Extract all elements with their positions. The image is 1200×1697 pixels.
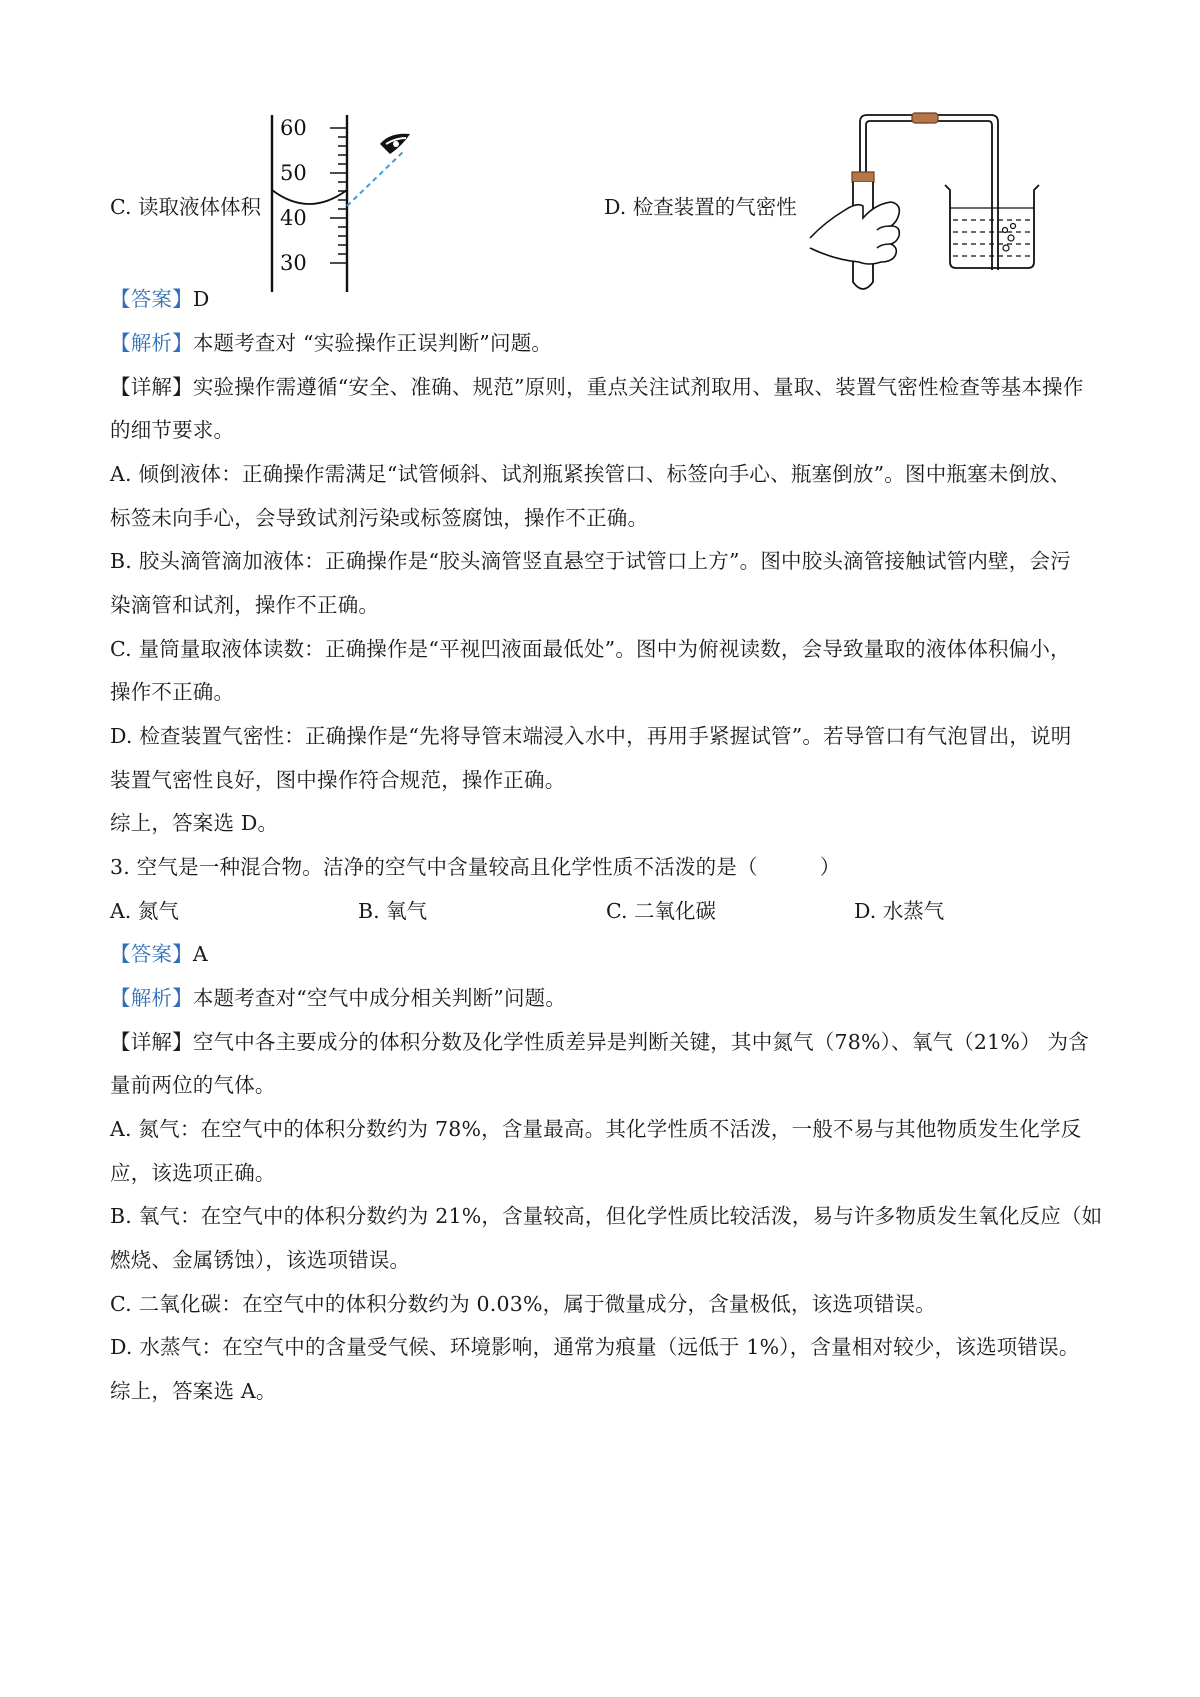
bubbles (1003, 224, 1016, 252)
q2-detail-line: 的细节要求。 (110, 418, 235, 442)
answer-tag: 【答案】 (110, 287, 193, 311)
answer-value: A (192, 942, 208, 966)
q3-detail-line: D. 水蒸气：在空气中的含量受气候、环境影响，通常为痕量（远低于 1%），含量相对较少，该选项错误。 (110, 1335, 1080, 1359)
analysis-tag: 【解析】 (110, 331, 193, 355)
rubber-stopper (852, 172, 874, 182)
q2-detail-line: D. 检查装置气密性：正确操作是“先将导管末端浸入水中，再用手紧握试管”。若导管口有气泡冒出，说明 (110, 724, 1072, 748)
q3-detail-line: C. 二氧化碳：在空气中的体积分数约为 0.03%，属于微量成分，含量极低，该选项错误。 (110, 1292, 936, 1316)
answer-tag: 【答案】 (110, 942, 193, 966)
q2-detail-line: 染滴管和试剂，操作不正确。 (110, 593, 380, 617)
q2-detail-line: 【详解】实验操作需遵循“安全、准确、规范”原则，重点关注试剂取用、量取、装置气密性检查等基本操作 (110, 375, 1084, 399)
q3-option-b: B. 氧气 (358, 899, 428, 923)
q3-conclusion: 综上，答案选 A。 (110, 1379, 277, 1403)
analysis-text: 本题考查对 “实验操作正误判断”问题。 (192, 331, 553, 355)
q3-option-d: D. 水蒸气 (854, 899, 945, 923)
q2-detail-line: C. 量筒量取液体读数：正确操作是“平视凹液面最低处”。图中为俯视读数，会导致量取的液体体积偏小， (110, 637, 1071, 661)
figure-d-label: D. 检查装置的气密性 (604, 195, 797, 219)
tick-label-30: 30 (280, 251, 307, 275)
q3-option-c: C. 二氧化碳 (606, 899, 716, 923)
q3-detail-line: 【详解】空气中各主要成分的体积分数及化学性质差异是判断关键，其中氮气（78%）、氧气（21%） 为含 (110, 1030, 1089, 1054)
q3-analysis (110, 984, 1100, 1012)
airtightness-apparatus-figure (805, 110, 1050, 295)
q3-option-a: A. 氮气 (110, 899, 179, 923)
q2-detail-line: 装置气密性良好，图中操作符合规范，操作正确。 (110, 768, 566, 792)
figure-c-label: C. 读取液体体积 (110, 195, 261, 219)
analysis-tag: 【解析】 (110, 986, 193, 1010)
eye-icon (380, 134, 410, 154)
tick-label-40: 40 (280, 206, 307, 230)
q3-detail-line: 应，该选项正确。 (110, 1161, 276, 1185)
q3-answer (110, 940, 1100, 968)
q2-answer (110, 285, 1100, 313)
q2-detail-line: 操作不正确。 (110, 680, 235, 704)
detail-tag: 【详解】 (110, 1030, 193, 1054)
analysis-text: 本题考查对“空气中成分相关判断”问题。 (192, 986, 567, 1010)
q3-detail-line: B. 氧气：在空气中的体积分数约为 21%，含量较高，但化学性质比较活泼，易与许多物质发生氧化反应（如 (110, 1204, 1103, 1228)
detail-tag: 【详解】 (110, 375, 193, 399)
q2-conclusion: 综上，答案选 D。 (110, 811, 279, 835)
rubber-connector (912, 113, 938, 123)
sight-line (347, 150, 405, 206)
answer-value: D (192, 287, 210, 311)
q3-stem: 3. 空气是一种混合物。洁净的空气中含量较高且化学性质不活泼的是（ ） (110, 855, 841, 879)
hand-icon (810, 202, 899, 264)
q2-detail-line: 标签未向手心，会导致试剂污染或标签腐蚀，操作不正确。 (110, 506, 649, 530)
graduated-cylinder-figure (250, 110, 450, 295)
q3-detail-line: A. 氮气：在空气中的体积分数约为 78%，含量最高。其化学性质不活泼，一般不易与其他物质发生化学反 (110, 1117, 1082, 1141)
meniscus (272, 190, 347, 204)
tick-label-50: 50 (280, 161, 307, 185)
q3-detail-line: 量前两位的气体。 (110, 1073, 276, 1097)
q2-analysis (110, 329, 1100, 357)
q2-detail-line: A. 倾倒液体：正确操作需满足“试管倾斜、试剂瓶紧挨管口、标签向手心、瓶塞倒放”。图中瓶塞未倒放、 (110, 462, 1071, 486)
q3-detail-line: 燃烧、金属锈蚀），该选项错误。 (110, 1248, 411, 1272)
q2-detail-line: B. 胶头滴管滴加液体：正确操作是“胶头滴管竖直悬空于试管口上方”。图中胶头滴管接触试管内壁，会污 (110, 549, 1071, 573)
tick-label-60: 60 (280, 116, 307, 140)
